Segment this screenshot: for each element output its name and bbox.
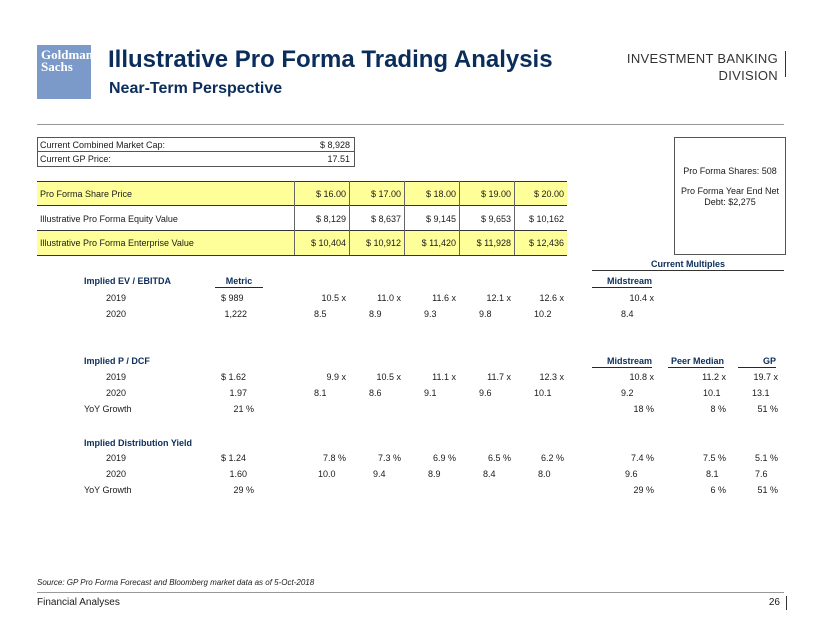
yield-2020-gp: 7.6	[755, 469, 768, 479]
pdcf-yoy-midstream: 18 %	[633, 404, 654, 414]
gp-price-value: 17.51	[327, 154, 350, 164]
page-number-divider	[786, 596, 787, 610]
page-number: 26	[768, 597, 780, 608]
ev-ebitda-2019-v1: 10.5 x	[321, 293, 346, 303]
ev-ebitda-2019-v4: 12.1 x	[486, 293, 511, 303]
equity-col-5: $ 10,162	[528, 214, 564, 224]
logo-line1: Goldman	[41, 47, 94, 62]
pro-forma-shares: Pro Forma Shares: 508	[683, 166, 777, 176]
yield-2020-metric: 1.60	[229, 469, 247, 479]
ev-ebitda-2019-label: 2019	[106, 293, 127, 303]
yield-2019-peer: 7.5 %	[702, 453, 726, 463]
yield-2020-label: 2020	[106, 469, 127, 479]
goldman-sachs-logo	[37, 45, 94, 99]
ev-ebitda-midstream-header: Midstream	[592, 276, 652, 288]
logo-line2: Sachs	[41, 59, 73, 74]
yield-2020-midstream: 9.6	[625, 469, 638, 479]
ev-ebitda-2019-v3: 11.6 x	[432, 293, 456, 303]
yield-2019-v2: 7.3 %	[377, 453, 401, 463]
pdcf-yoy-label: YoY Growth	[84, 404, 132, 414]
yield-2019-v4: 6.5 %	[487, 453, 511, 463]
ev-ebitda-title: Implied EV / EBITDA	[84, 276, 172, 286]
pdcf-2019-v5: 12.3 x	[539, 372, 564, 382]
section-name: Financial Analyses	[37, 597, 120, 608]
pdcf-2020-v3: 9.1	[424, 388, 437, 398]
pdcf-yoy-gp: 51 %	[757, 404, 778, 414]
ev-ebitda-2020-v1: 8.5	[314, 309, 327, 319]
pdcf-2020-label: 2020	[106, 388, 127, 398]
pdcf-yoy-peer: 8 %	[710, 404, 726, 414]
ev-ebitda-2020-metric: 1,222	[224, 309, 247, 319]
pdcf-2020-peer: 10.1	[703, 388, 721, 398]
ev-bottom-rule	[37, 255, 567, 256]
pdcf-2019-gp: 19.7 x	[753, 372, 778, 382]
pdcf-2019-v2: 10.5 x	[376, 372, 401, 382]
ev-col-3: $ 11,420	[421, 238, 456, 248]
pdcf-2019-peer: 11.2 x	[702, 372, 726, 382]
ev-col-1: $ 10,404	[310, 238, 346, 248]
yield-2020-v5: 8.0	[538, 469, 551, 479]
metric-header: Metric	[215, 276, 263, 288]
pdcf-peer-median-header: Peer Median	[668, 356, 724, 368]
pdcf-title: Implied P / DCF	[84, 356, 150, 366]
yield-2020-peer: 8.1	[706, 469, 719, 479]
ev-ebitda-2019-v5: 12.6 x	[539, 293, 564, 303]
page-subtitle: Near-Term Perspective	[109, 80, 283, 97]
equity-col-1: $ 8,129	[315, 214, 346, 224]
equity-value-label: Illustrative Pro Forma Equity Value	[40, 214, 178, 224]
ev-ebitda-2019-metric: $ 989	[221, 293, 244, 303]
yield-2019-midstream: 7.4 %	[630, 453, 654, 463]
yield-yoy-gp: 51 %	[757, 485, 778, 495]
pdcf-2019-v1: 9.9 x	[326, 372, 346, 382]
gp-price-label: Current GP Price:	[40, 154, 111, 164]
ev-ebitda-2020-v4: 9.8	[479, 309, 492, 319]
market-cap-value: $ 8,928	[319, 140, 350, 150]
pdcf-2019-label: 2019	[106, 372, 127, 382]
enterprise-value-label: Illustrative Pro Forma Enterprise Value	[40, 238, 194, 248]
division-divider	[785, 51, 786, 77]
yield-2019-v3: 6.9 %	[432, 453, 456, 463]
pdcf-2020-v5: 10.1	[534, 388, 552, 398]
yield-yoy-midstream: 29 %	[633, 485, 654, 495]
share-price-top-rule	[37, 181, 567, 182]
pdcf-2019-v3: 11.1 x	[432, 372, 456, 382]
yield-yoy-peer: 6 %	[710, 485, 726, 495]
current-multiples-rule	[592, 270, 784, 271]
price-col-3: $ 18.00	[425, 189, 456, 199]
pdcf-2019-v4: 11.7 x	[487, 372, 511, 382]
yield-2020-v3: 8.9	[428, 469, 441, 479]
equity-col-2: $ 8,637	[370, 214, 401, 224]
equity-col-3: $ 9,145	[425, 214, 456, 224]
division-label	[627, 50, 778, 84]
pdcf-2020-v2: 8.6	[369, 388, 382, 398]
yield-2019-metric: $ 1.24	[221, 453, 247, 463]
share-price-label: Pro Forma Share Price	[40, 189, 133, 199]
ev-ebitda-2019-v2: 11.0 x	[377, 293, 401, 303]
division-line1: INVESTMENT BANKING	[626, 51, 778, 66]
pdcf-2020-gp: 13.1	[752, 388, 770, 398]
yield-2019-v1: 7.8 %	[322, 453, 346, 463]
yield-2020-v1: 10.0	[318, 469, 336, 479]
source-note: Source: GP Pro Forma Forecast and Bloomberg market data as of 5-Oct-2018	[37, 578, 315, 587]
yield-2020-v4: 8.4	[483, 469, 496, 479]
price-col-4: $ 19.00	[480, 189, 511, 199]
market-box-divider	[37, 151, 355, 152]
pdcf-midstream-header: Midstream	[592, 356, 652, 368]
pdcf-2020-metric: 1.97	[229, 388, 247, 398]
share-price-bottom-rule	[37, 205, 567, 206]
yield-yoy-metric: 29 %	[233, 485, 254, 495]
division-line2: DIVISION	[718, 68, 778, 83]
pdcf-2019-metric: $ 1.62	[221, 372, 247, 382]
pro-forma-net-debt: Pro Forma Year End Net Debt: $2,275	[680, 186, 780, 207]
pdcf-2020-v1: 8.1	[314, 388, 327, 398]
ev-ebitda-2020-v2: 8.9	[369, 309, 382, 319]
ev-ebitda-2019-midstream: 10.4 x	[629, 293, 654, 303]
page-title: Illustrative Pro Forma Trading Analysis	[108, 46, 553, 73]
ev-ebitda-2020-midstream: 8.4	[621, 309, 634, 319]
footer-rule	[37, 592, 784, 593]
pdcf-2020-midstream: 9.2	[621, 388, 634, 398]
market-cap-label: Current Combined Market Cap:	[40, 140, 166, 150]
yield-2019-gp: 5.1 %	[754, 453, 778, 463]
ev-ebitda-2020-label: 2020	[106, 309, 127, 319]
yield-title: Implied Distribution Yield	[84, 438, 193, 448]
equity-col-4: $ 9,653	[480, 214, 511, 224]
ev-ebitda-2020-v3: 9.3	[424, 309, 437, 319]
pdcf-2019-midstream: 10.8 x	[629, 372, 654, 382]
header-rule	[37, 124, 784, 125]
pdcf-2020-v4: 9.6	[479, 388, 492, 398]
pdcf-gp-header: GP	[738, 356, 776, 368]
pdcf-yoy-metric: 21 %	[233, 404, 254, 414]
price-col-5: $ 20.00	[533, 189, 564, 199]
current-multiples-header: Current Multiples	[650, 259, 725, 269]
yield-2019-label: 2019	[106, 453, 127, 463]
yield-yoy-label: YoY Growth	[84, 485, 132, 495]
yield-2019-v5: 6.2 %	[540, 453, 564, 463]
yield-2020-v2: 9.4	[373, 469, 386, 479]
price-col-1: $ 16.00	[315, 189, 346, 199]
ev-col-4: $ 11,928	[476, 238, 511, 248]
ev-col-2: $ 10,912	[365, 238, 401, 248]
ev-col-5: $ 12,436	[528, 238, 564, 248]
price-col-2: $ 17.00	[370, 189, 401, 199]
ev-ebitda-2020-v5: 10.2	[534, 309, 552, 319]
